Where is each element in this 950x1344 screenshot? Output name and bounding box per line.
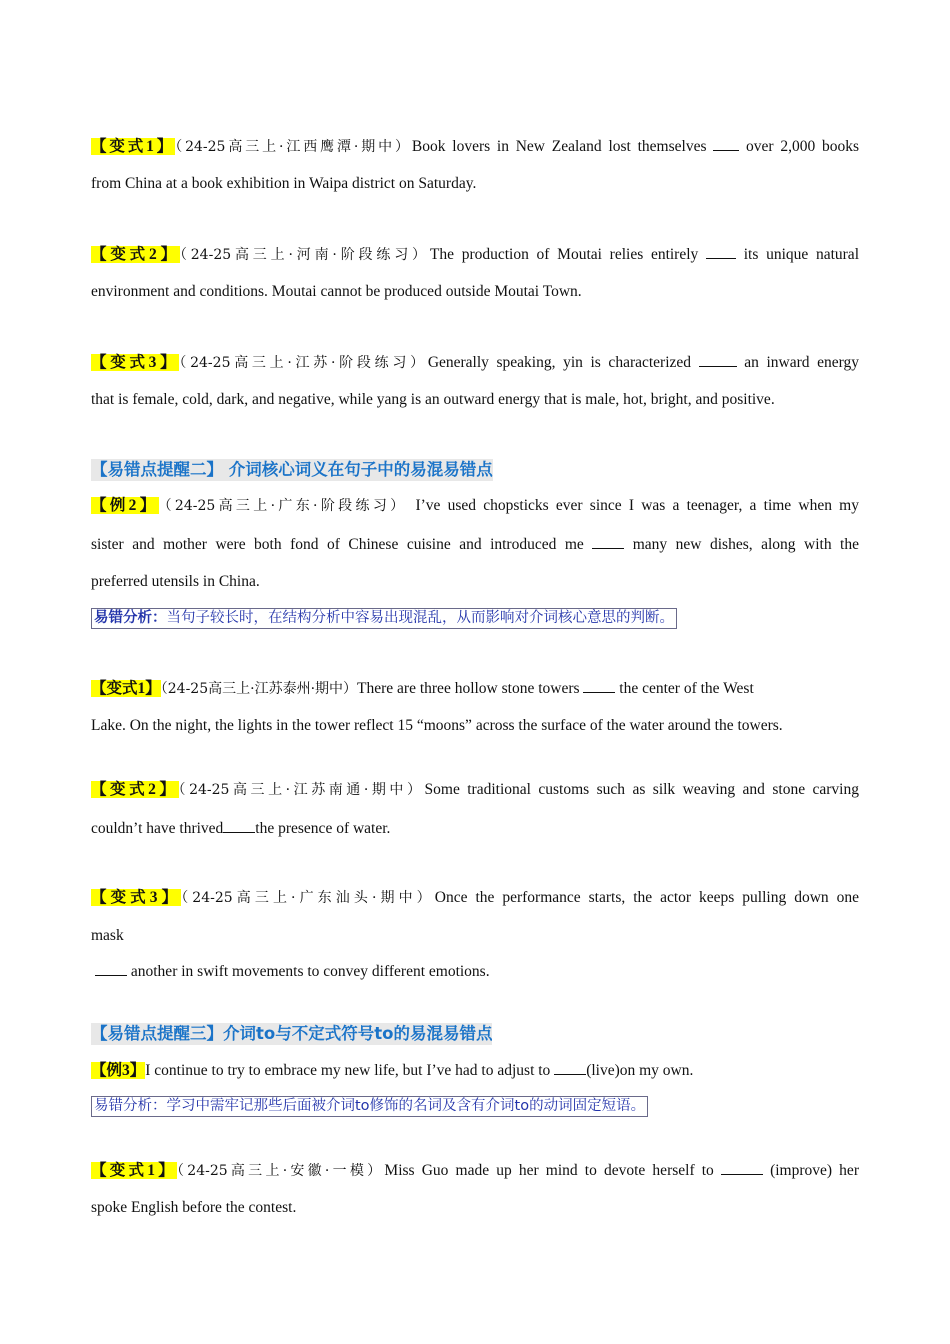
question-line: 【变式3】（24-25高三上·广东汕头·期中）Once the performance starts, the actor keeps pulling down one	[91, 889, 859, 906]
question-line: 【变式1】（24-25高三上·江苏泰州·期中）There are three hollow stone towers the center of the West	[91, 680, 754, 697]
source-label: （24-25高三上·广东汕头·期中）	[181, 890, 435, 906]
question-line: environment and conditions. Moutai cannot be produced outside Moutai Town.	[91, 283, 582, 300]
question-line: another in swift movements to convey different emotions.	[91, 961, 859, 982]
answer-blank[interactable]	[699, 352, 737, 367]
answer-blank[interactable]	[706, 244, 736, 259]
source-label: （24-25高三上·江苏泰州·期中）	[160, 681, 358, 697]
question-line: spoke English before the contest.	[91, 1199, 297, 1216]
section-heading-2: 【易错点提醒二】 介词核心词义在句子中的易混易错点	[91, 460, 493, 479]
section-heading-3: 【易错点提醒三】介词to与不定式符号to的易混易错点	[91, 1024, 493, 1043]
answer-blank[interactable]	[583, 678, 615, 693]
question-line: Lake. On the night, the lights in the tower reflect 15 “moons” across the surface of the water around the towers.	[91, 717, 783, 734]
variant-tag: 【变式3】	[91, 354, 180, 371]
variant-tag: 【变式1】	[91, 680, 161, 697]
source-label: （24-25高三上·江苏·阶段练习）	[179, 355, 428, 371]
question-line: that is female, cold, dark, and negative, while yang is an outward energy that is male, hot, bright, and positive.	[91, 391, 775, 408]
source-label: （24-25高三上·河南·阶段练习）	[179, 247, 430, 263]
question-line: sister and mother were both fond of Chinese cuisine and introduced me many new dishes, along with the	[91, 536, 859, 553]
variant-tag: 【变式1】	[91, 138, 176, 155]
question-line: 【变式2】（24-25高三上·河南·阶段练习）The production of Moutai relies entirely its unique natural	[91, 246, 859, 263]
question-line: from China at a book exhibition in Waipa district on Saturday.	[91, 175, 477, 192]
example-tag: 【例3】	[91, 1062, 146, 1079]
answer-blank[interactable]	[95, 961, 127, 976]
question-line: 【变式1】（24-25高三上·安徽·一模）Miss Guo made up her mind to devote herself to (improve) her	[91, 1162, 859, 1179]
question-line: couldn’t have thrived the presence of water.	[91, 820, 391, 837]
variant-tag: 【变式2】	[91, 781, 179, 798]
question-line: 【例2】 （24-25高三上·广东·阶段练习） I’ve used chopsticks ever since I was a teenager, a time when my	[91, 497, 859, 514]
question-line: 【变式1】（24-25高三上·江西鹰潭·期中）Book lovers in New Zealand lost themselves over 2,000 books	[91, 138, 859, 155]
variant-tag: 【变式3】	[91, 889, 182, 906]
answer-blank[interactable]	[721, 1160, 763, 1175]
variant-tag: 【变式2】	[91, 246, 180, 263]
source-label: （24-25高三上·安徽·一模）	[177, 1163, 385, 1179]
answer-blank[interactable]	[554, 1060, 586, 1075]
analysis-label: 易错分析：	[94, 610, 167, 626]
question-line: preferred utensils in China.	[91, 573, 260, 590]
question-line: mask	[91, 927, 124, 944]
analysis-text: 当句子较长时，在结构分析中容易出现混乱，从而影响对介词核心意思的判断。	[166, 610, 674, 626]
answer-blank[interactable]	[713, 136, 739, 151]
answer-blank[interactable]	[223, 818, 255, 833]
question-line: 【变式3】（24-25高三上·江苏·阶段练习）Generally speaking, yin is characterized an inward energy	[91, 354, 860, 371]
error-analysis-box	[91, 608, 677, 629]
example-tag: 【例2】	[91, 497, 159, 514]
source-label: （24-25高三上·广东·阶段练习）	[164, 498, 408, 514]
error-analysis-box: 易错分析：学习中需牢记那些后面被介词to修饰的名词及含有介词to的动词固定短语。	[91, 1096, 648, 1117]
source-label: （24-25高三上·江苏南通·期中）	[178, 782, 425, 798]
question-line: 【变式2】（24-25高三上·江苏南通·期中）Some traditional customs such as silk weaving and stone carving	[91, 781, 859, 798]
answer-blank[interactable]	[592, 534, 624, 549]
variant-tag: 【变式1】	[91, 1162, 178, 1179]
question-line: 【例3】I continue to try to embrace my new life, but I’ve had to adjust to (live)on my own.	[91, 1062, 694, 1079]
source-label: （24-25高三上·江西鹰潭·期中）	[175, 139, 412, 155]
